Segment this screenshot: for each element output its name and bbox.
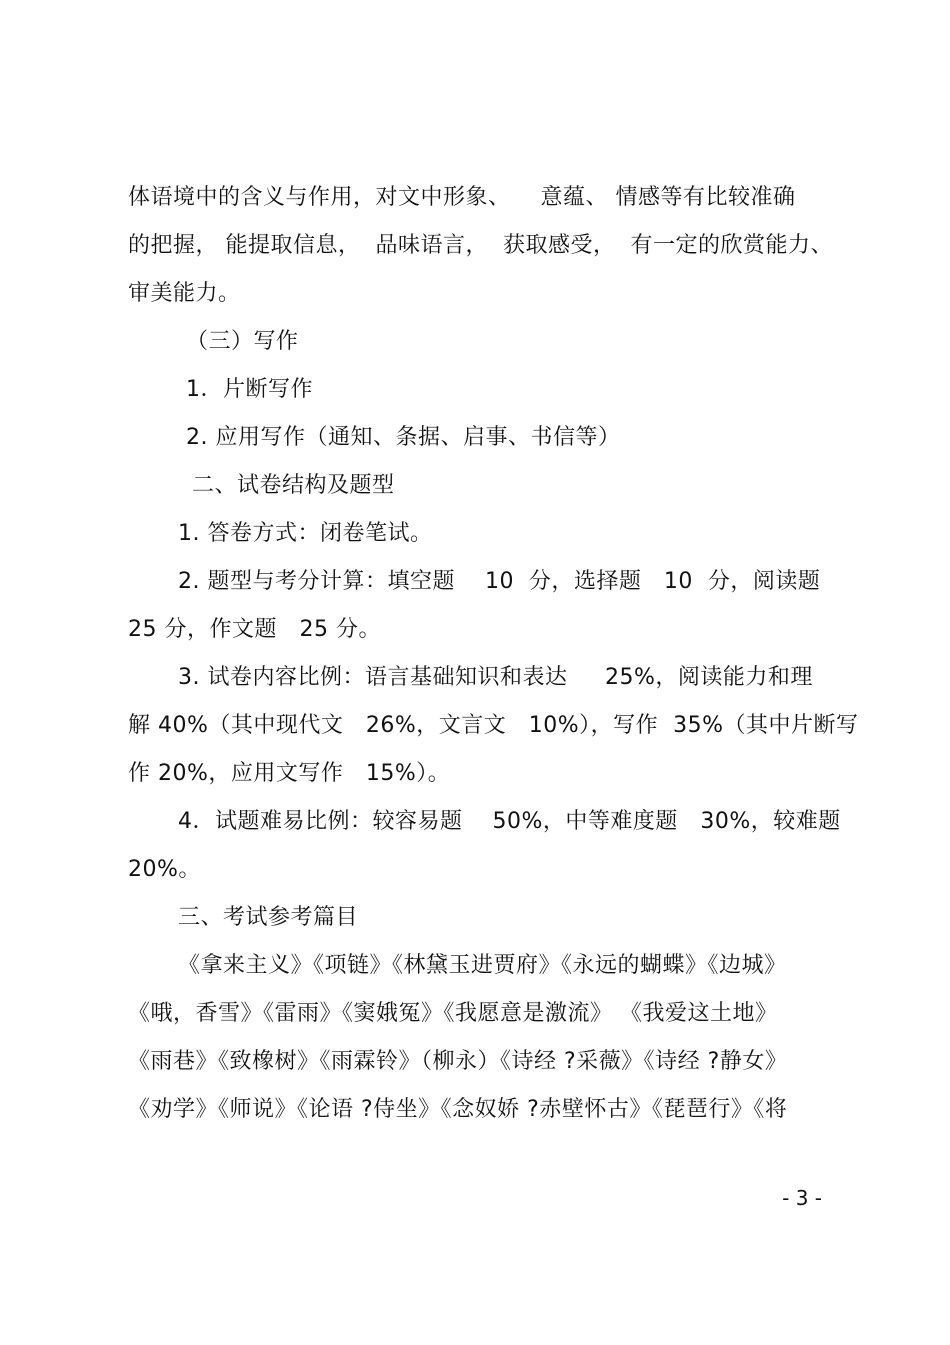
body-text-line: 《哦，香雪》《雷雨》《窦娥冤》《我愿意是激流》 《我爱这土地》 [128,1001,778,1026]
list-item: 1. 答卷方式：闭卷笔试。 [178,521,433,546]
list-item: 2. 应用写作（通知、条据、启事、书信等） [186,425,621,450]
list-item: 4．试题难易比例：较容易题 50%，中等难度题 30%，较难题 [178,809,841,834]
body-text-line: 《雨巷》《致橡树》《雨霖铃》（柳永）《诗经 ?采薇》《诗经 ?静女》 [128,1049,788,1074]
section-heading-exam-structure: 二、试卷结构及题型 [192,473,395,498]
body-text-line: 体语境中的含义与作用，对文中形象、 意蕴、 情感等有比较准确 [128,185,796,210]
body-text-line: 解 40%（其中现代文 26%，文言文 10%），写作 35%（其中片断写 [128,713,859,738]
list-item: 1．片断写作 [186,377,313,402]
body-text-line: 的把握， 能提取信息， 品味语言， 获取感受， 有一定的欣赏能力、 [128,233,833,258]
body-text-line: 20%。 [128,857,201,882]
body-text-line: 《劝学》《师说》《论语 ?侍坐》《念奴娇 ?赤壁怀古》《琵琶行》《将 [128,1097,788,1122]
page-number: - 3 - [782,1186,822,1210]
body-text-line: 作 20%，应用文写作 15%）。 [128,761,451,786]
body-text-line: 25 分，作文题 25 分。 [128,617,381,642]
section-heading-writing: （三）写作 [186,329,299,354]
body-text-line: 《拿来主义》《项链》《林黛玉进贾府》《永远的蝴蝶》《边城》 [178,953,787,978]
section-heading-reference-texts: 三、考试参考篇目 [178,905,359,930]
list-item: 2. 题型与考分计算：填空题 10 分，选择题 10 分，阅读题 [178,569,821,594]
list-item: 3. 试卷内容比例：语言基础知识和表达 25%，阅读能力和理 [178,665,813,690]
body-text-line: 审美能力。 [128,281,241,306]
